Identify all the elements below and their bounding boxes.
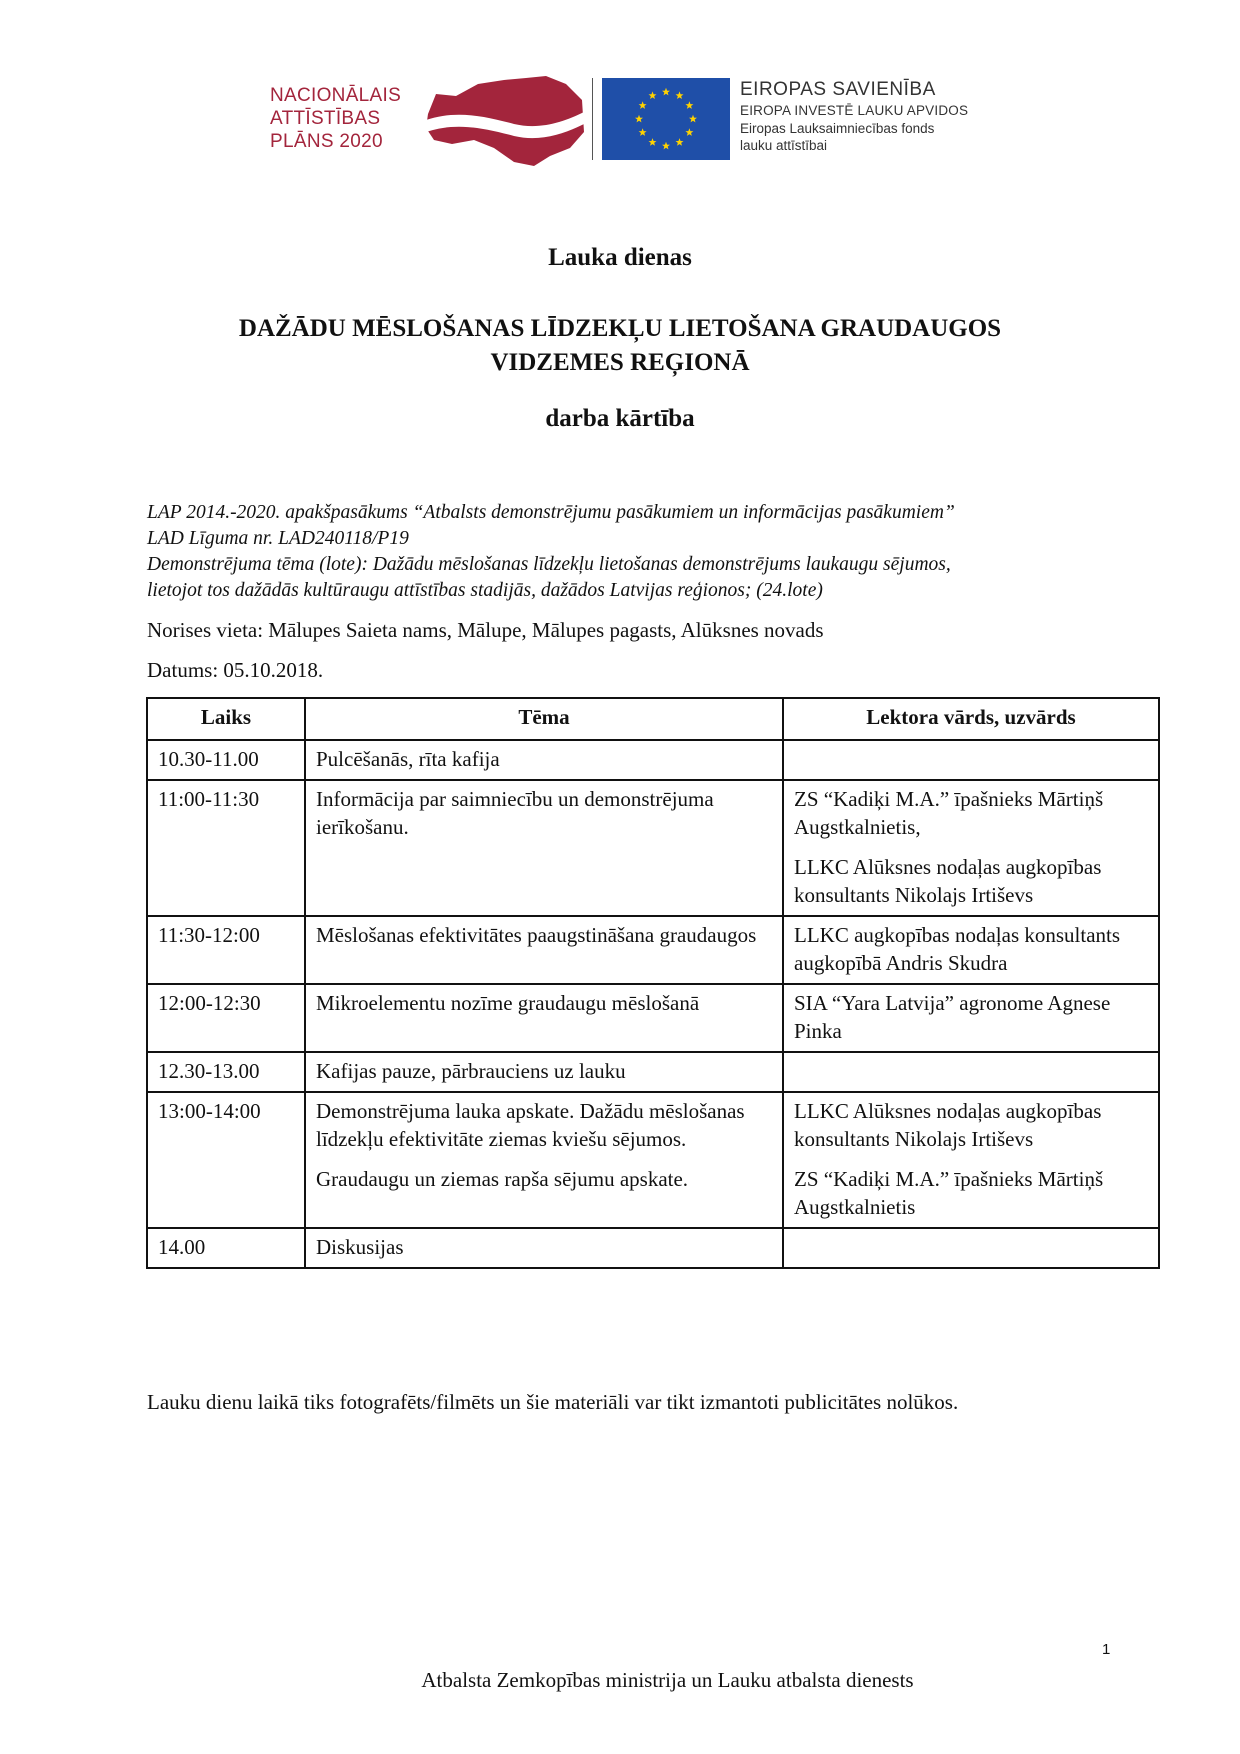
time-cell: 11:00-11:30 (147, 780, 305, 916)
topic-paragraph: Mēslošanas efektivitātes paaugstināšana graudaugos (316, 923, 757, 947)
lecturer-cell (783, 1228, 1159, 1268)
page-number: 1 (1102, 1641, 1111, 1658)
document-subtitle: DAŽĀDU MĒSLOŠANAS LĪDZEKĻU LIETOŠANA GRAUDAUGOS VIDZEMES REĢIONĀ (238, 315, 1002, 376)
table-header-row (147, 698, 1159, 740)
topic-cell (305, 984, 783, 1052)
agenda-table (146, 697, 1160, 1269)
topic-cell (305, 916, 783, 984)
time-cell: 10.30-11.00 (147, 740, 305, 780)
latvia-map-logo (422, 74, 587, 166)
topic-cell (305, 780, 783, 916)
time-cell: 11:30-12:00 (147, 916, 305, 984)
table-row (147, 1092, 1159, 1228)
header-logos (262, 70, 1002, 170)
document-title: Lauka dienas (548, 244, 692, 271)
footer-text: Atbalsta Zemkopības ministrija un Lauku atbalsta dienests (421, 1668, 914, 1692)
table-row (147, 1052, 1159, 1092)
nap-logo-text: NACIONĀLAIS ATTĪSTĪBAS PLĀNS 2020 (270, 85, 402, 152)
eu-logo-text: EIROPAS SAVIENĪBA EIROPA INVESTĒ LAUKU APVIDOS Eiropas Lauksaimniecības fonds lauku attīstībai (740, 79, 969, 153)
topic-paragraph: Pulcēšanās, rīta kafija (316, 747, 500, 771)
time-cell: 14.00 (147, 1228, 305, 1268)
topic-cell (305, 1052, 783, 1092)
topic-cell (305, 1228, 783, 1268)
logo-divider (592, 78, 593, 160)
time-cell: 12:00-12:30 (147, 984, 305, 1052)
lecturer-cell (783, 740, 1159, 780)
intro-italic-block (147, 500, 1107, 604)
intro-line: LAP 2014.-2020. apakšpasākums “Atbalsts demonstrējumu pasākumiem un informācijas pasākumiem” (147, 502, 955, 523)
lecturer-paragraph: LLKC augkopības nodaļas konsultants augkopībā Andris Skudra (794, 923, 1121, 975)
lecturer-cell (783, 984, 1159, 1052)
column-header-topic: Tēma (305, 698, 783, 740)
lecturer-cell (783, 1092, 1159, 1228)
topic-paragraph: Informācija par saimniecību un demonstrējuma ierīkošanu. (316, 787, 714, 839)
intro-line: lietojot tos dažādās kultūraugu attīstības stadijās, dažādos Latvijas reģionos; (24.lote) (147, 580, 823, 601)
lecturer-paragraph: ZS “Kadiķi M.A.” īpašnieks Mārtiņš Augstkalnietis, (794, 787, 1104, 839)
lecturer-paragraph: LLKC Alūksnes nodaļas augkopības konsultants Nikolajs Irtiševs (794, 855, 1102, 907)
venue-line: Norises vieta: Mālupes Saieta nams, Mālupe, Mālupes pagasts, Alūksnes novads (147, 618, 824, 642)
lecturer-cell (783, 916, 1159, 984)
topic-paragraph: Demonstrējuma lauka apskate. Dažādu mēslošanas līdzekļu efektivitāte ziemas kviešu sējumos. (316, 1099, 745, 1151)
publicity-note: Lauku dienu laikā tiks fotografēts/filmēts un šie materiāli var tikt izmantoti publicitātes nolūkos. (147, 1390, 959, 1414)
table-row (147, 1228, 1159, 1268)
intro-line: Demonstrējuma tēma (lote): Dažādu mēslošanas līdzekļu lietošanas demonstrējums laukaugu sējumos, (147, 554, 951, 575)
topic-paragraph: Mikroelementu nozīme graudaugu mēslošanā (316, 991, 700, 1015)
column-header-time: Laiks (147, 698, 305, 740)
topic-cell (305, 740, 783, 780)
time-cell: 13:00-14:00 (147, 1092, 305, 1228)
topic-paragraph: Graudaugu un ziemas rapša sējumu apskate. (316, 1167, 689, 1191)
agenda-label: darba kārtība (545, 405, 695, 432)
topic-paragraph: Kafijas pauze, pārbrauciens uz lauku (316, 1059, 626, 1083)
time-cell: 12.30-13.00 (147, 1052, 305, 1092)
table-row (147, 984, 1159, 1052)
eu-flag-icon (602, 78, 730, 160)
lecturer-paragraph: ZS “Kadiķi M.A.” īpašnieks Mārtiņš Augstkalnietis (794, 1167, 1104, 1219)
lecturer-paragraph: LLKC Alūksnes nodaļas augkopības konsultants Nikolajs Irtiševs (794, 1099, 1102, 1151)
table-row (147, 780, 1159, 916)
topic-cell (305, 1092, 783, 1228)
lecturer-paragraph: SIA “Yara Latvija” agronome Agnese Pinka (794, 991, 1111, 1043)
intro-line: LAD Līguma nr. LAD240118/P19 (147, 528, 409, 549)
topic-paragraph: Diskusijas (316, 1235, 404, 1259)
lecturer-cell (783, 1052, 1159, 1092)
date-line: Datums: 05.10.2018. (147, 658, 324, 682)
column-header-lecturer: Lektora vārds, uzvārds (783, 698, 1159, 740)
lecturer-cell (783, 780, 1159, 916)
table-row (147, 740, 1159, 780)
table-row (147, 916, 1159, 984)
